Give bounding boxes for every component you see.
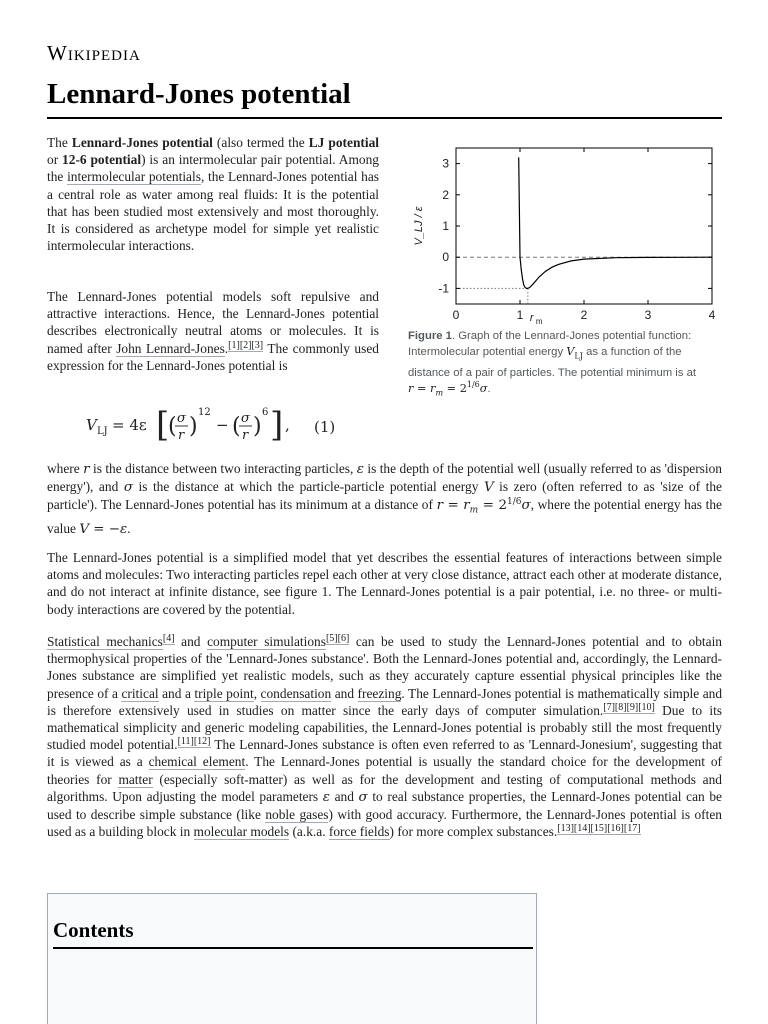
x-tick-label: 2: [580, 308, 588, 322]
eq-r: r: [178, 428, 185, 443]
math-min: [436, 497, 531, 517]
text: and: [329, 788, 359, 804]
link-molecular-models[interactable]: molecular models: [193, 824, 290, 840]
text: and: [174, 634, 208, 649]
x-tick-label: 4: [708, 308, 716, 322]
text: is the distance between two interacting particles,: [89, 461, 357, 476]
eq-paren: (: [168, 414, 177, 439]
contents-divider: [53, 947, 533, 949]
math-r: r = r: [408, 382, 436, 396]
y-tick-label: 2: [442, 187, 449, 202]
text: ) with good accuracy. Furthermore, the Lennard-Jones potential is often used as a building block in: [47, 807, 722, 840]
citation-refs[interactable]: [11][12]: [177, 736, 211, 748]
eq-comma: ,: [285, 416, 290, 434]
text: ) is an intermolecular pair potential. Among the: [47, 152, 379, 185]
text: ,: [253, 685, 261, 701]
text: (a.k.a.: [289, 824, 329, 840]
text: The: [47, 135, 72, 150]
text: is the depth of the potential well (usually referred to as 'dispersion energy'), and: [47, 461, 722, 495]
link-statistical-mechanics[interactable]: Statistical mechanics: [47, 634, 163, 649]
eq-sigma: σ: [177, 411, 186, 426]
page-title: Lennard-Jones potential: [47, 78, 351, 110]
math-v: V: [483, 480, 494, 496]
link-intermolecular-potentials[interactable]: intermolecular potentials: [67, 169, 201, 185]
math-sigma: σ: [521, 498, 531, 514]
text: can be used to study the Lennard-Jones potential and to obtain thermophysical properties of the 'Lennard-Jones substance'. Both the Lennard-Jones potential and, accordingly, the Lennard-Jones substance are simplified yet realistic models, such as they accurately capture essential physical principles like the presence of a: [47, 634, 723, 701]
math-sup: 1/6: [466, 380, 480, 390]
caption-label: Figure 1: [408, 330, 452, 342]
paragraph-model: The Lennard-Jones potential is a simplified model that yet describes the essential features of interactions between simple atoms and molecules: Two interacting particles repel each other at very close distance, attract each other at moderate distance, and do not interact at infinite distance, see figure 1. The Lennard-Jones potential is a pair potential, i.e. no three- or multi-body interactions are covered by the potential.: [47, 550, 722, 617]
x-tick-label: 1: [516, 308, 524, 322]
eq-sigma: σ: [241, 411, 250, 426]
citation-refs[interactable]: [1][2][3]: [228, 339, 264, 351]
lj-potential-chart: [408, 142, 722, 326]
link-freezing[interactable]: freezing: [357, 685, 402, 701]
paragraph-applications: [47, 633, 722, 840]
eq-minus: −: [216, 416, 229, 434]
link-force-fields[interactable]: force fields: [328, 824, 390, 840]
citation-refs[interactable]: [4]: [162, 633, 175, 644]
text: .: [127, 521, 131, 537]
math-sub: m: [469, 506, 479, 517]
math-r: r: [83, 462, 90, 477]
text: is zero (often referred to as 'size of the particle'). The Lennard-Jones potential has its minimum at a distance of: [47, 479, 722, 513]
text: ) for more complex substances.: [389, 824, 558, 840]
citation-refs[interactable]: [13][14][15][16][17]: [557, 823, 641, 835]
intro-paragraph-2: [47, 288, 379, 374]
text: (also termed the: [212, 135, 309, 150]
figure-caption: [408, 328, 700, 402]
text: to real substance properties, the Lennard-Jones potential can be used to describe simple substance (like: [47, 788, 722, 823]
y-tick-label: 0: [442, 250, 449, 265]
text: The Lennard-Jones potential models soft repulsive and attractive interactions. Hence, the Lennard-Jones potential describes electronically neutral atoms or molecules. It is named after: [47, 289, 379, 356]
citation-refs[interactable]: [5][6]: [325, 633, 350, 644]
figure-lj-potential: [408, 142, 722, 331]
eq-exp-12: 12: [198, 407, 211, 418]
contents-title: Contents: [53, 918, 134, 942]
eq-exp-6: 6: [262, 407, 269, 418]
text: . The Lennard-Jones potential is mathematically simple and is therefore extensively used in studies on matter since the early days of computer simulation.: [47, 685, 723, 718]
math-sup: 1/6: [507, 497, 522, 508]
y-tick-label: 1: [442, 219, 449, 233]
math-eq: = 2: [478, 498, 507, 514]
link-matter[interactable]: matter: [118, 771, 153, 787]
citation-refs[interactable]: [7][8][9][10]: [603, 701, 655, 713]
eq-r: r: [242, 428, 249, 443]
link-john-lennard-jones[interactable]: John Lennard-Jones: [116, 340, 225, 356]
eq-paren: (: [232, 414, 241, 439]
eq-bracket-close: ]: [270, 405, 284, 445]
y-tick-label: 3: [442, 156, 449, 171]
math-value: V = −ε: [79, 522, 128, 538]
link-triple-point[interactable]: triple point: [194, 685, 254, 701]
link-computer-simulations[interactable]: computer simulations: [207, 634, 326, 649]
intro-paragraph: [47, 134, 379, 254]
math-sigma: σ: [479, 382, 488, 396]
math-eq: = 2: [443, 382, 467, 396]
bold-term: Lennard-Jones potential: [71, 135, 213, 150]
eq-coefficient: = 4ε: [112, 416, 147, 434]
text: .: [487, 383, 491, 396]
rm-label: r: [529, 312, 534, 324]
text: or: [47, 152, 63, 168]
math-sigma: σ: [358, 789, 368, 805]
rm-label-sub: m: [535, 317, 543, 326]
bold-term: LJ potential: [308, 135, 379, 150]
text: where: [47, 461, 84, 476]
text: and: [331, 685, 358, 701]
text: The Lennard-Jones substance is often even referred to as 'Lennard-Jonesium', suggesting that it is viewed as a: [47, 737, 722, 770]
math-sub: m: [435, 388, 444, 398]
math-epsilon: ε: [356, 462, 364, 477]
x-tick-label: 3: [644, 308, 652, 322]
text: The commonly used expression for the Lennard-Jones potential is: [47, 340, 379, 373]
eq-bracket-open: [: [156, 405, 170, 445]
title-divider: [47, 117, 722, 119]
math: [408, 380, 488, 398]
math-epsilon: ε: [322, 789, 330, 805]
math-sub: LJ: [574, 351, 583, 361]
link-chemical-element[interactable]: chemical element: [148, 754, 246, 770]
y-tick-label: -1: [438, 281, 449, 296]
math-sigma: σ: [123, 480, 133, 496]
link-noble-gases[interactable]: noble gases: [265, 807, 329, 823]
text: . The Lennard-Jones potential is usually the standard choice for the development of theories for: [47, 754, 722, 787]
y-axis-label: V_LJ / ε: [413, 206, 425, 246]
x-tick-label: 0: [452, 308, 460, 322]
link-condensation[interactable]: condensation: [260, 685, 332, 701]
plot-frame: [456, 148, 712, 304]
math-r: r = r: [436, 498, 470, 514]
table-of-contents: [47, 893, 537, 1024]
eq-paren: ): [253, 414, 262, 439]
bold-term: 12-6 potential: [62, 152, 142, 168]
eq-paren: ): [189, 414, 198, 439]
link-critical[interactable]: critical: [121, 685, 159, 701]
paragraph-definitions: [47, 460, 722, 538]
text: is the distance at which the particle-particle potential energy: [132, 479, 484, 495]
text: as a function of the distance of a pair of particles. The potential minimum is at: [408, 346, 696, 380]
text: , the Lennard-Jones potential has a central role as water among real fluids: It is the potential that has been studied most extensively and most thoroughly. It is considered as archetype model for simple yet realistic intermolecular interactions.: [47, 169, 379, 254]
text: . Graph of the Lennard-Jones potential function: Intermolecular potential energy: [408, 330, 692, 359]
text: (especially soft-matter) as well as for the development and testing of computational methods and algorithms. Upon adjusting the model parameters: [47, 771, 722, 804]
math-v: V: [566, 345, 575, 359]
math: [566, 345, 583, 361]
wikipedia-wordmark[interactable]: Wikipedia: [47, 41, 141, 65]
lj-potential-curve: [519, 157, 712, 288]
text: , where the potential energy has the value: [47, 497, 722, 537]
eq-lhs-sub: LJ: [97, 426, 108, 437]
text: Due to its mathematical simplicity and generic modeling capabilities, the Lennard-Jones potential is probably still the most frequently studied model potential.: [47, 702, 723, 753]
eq-lhs: V: [86, 416, 97, 434]
text: .: [224, 340, 229, 356]
equation-formula: [86, 402, 306, 452]
text: and a: [158, 685, 195, 701]
equation-number: (1): [314, 418, 336, 436]
x-axis-label: [585, 324, 607, 326]
